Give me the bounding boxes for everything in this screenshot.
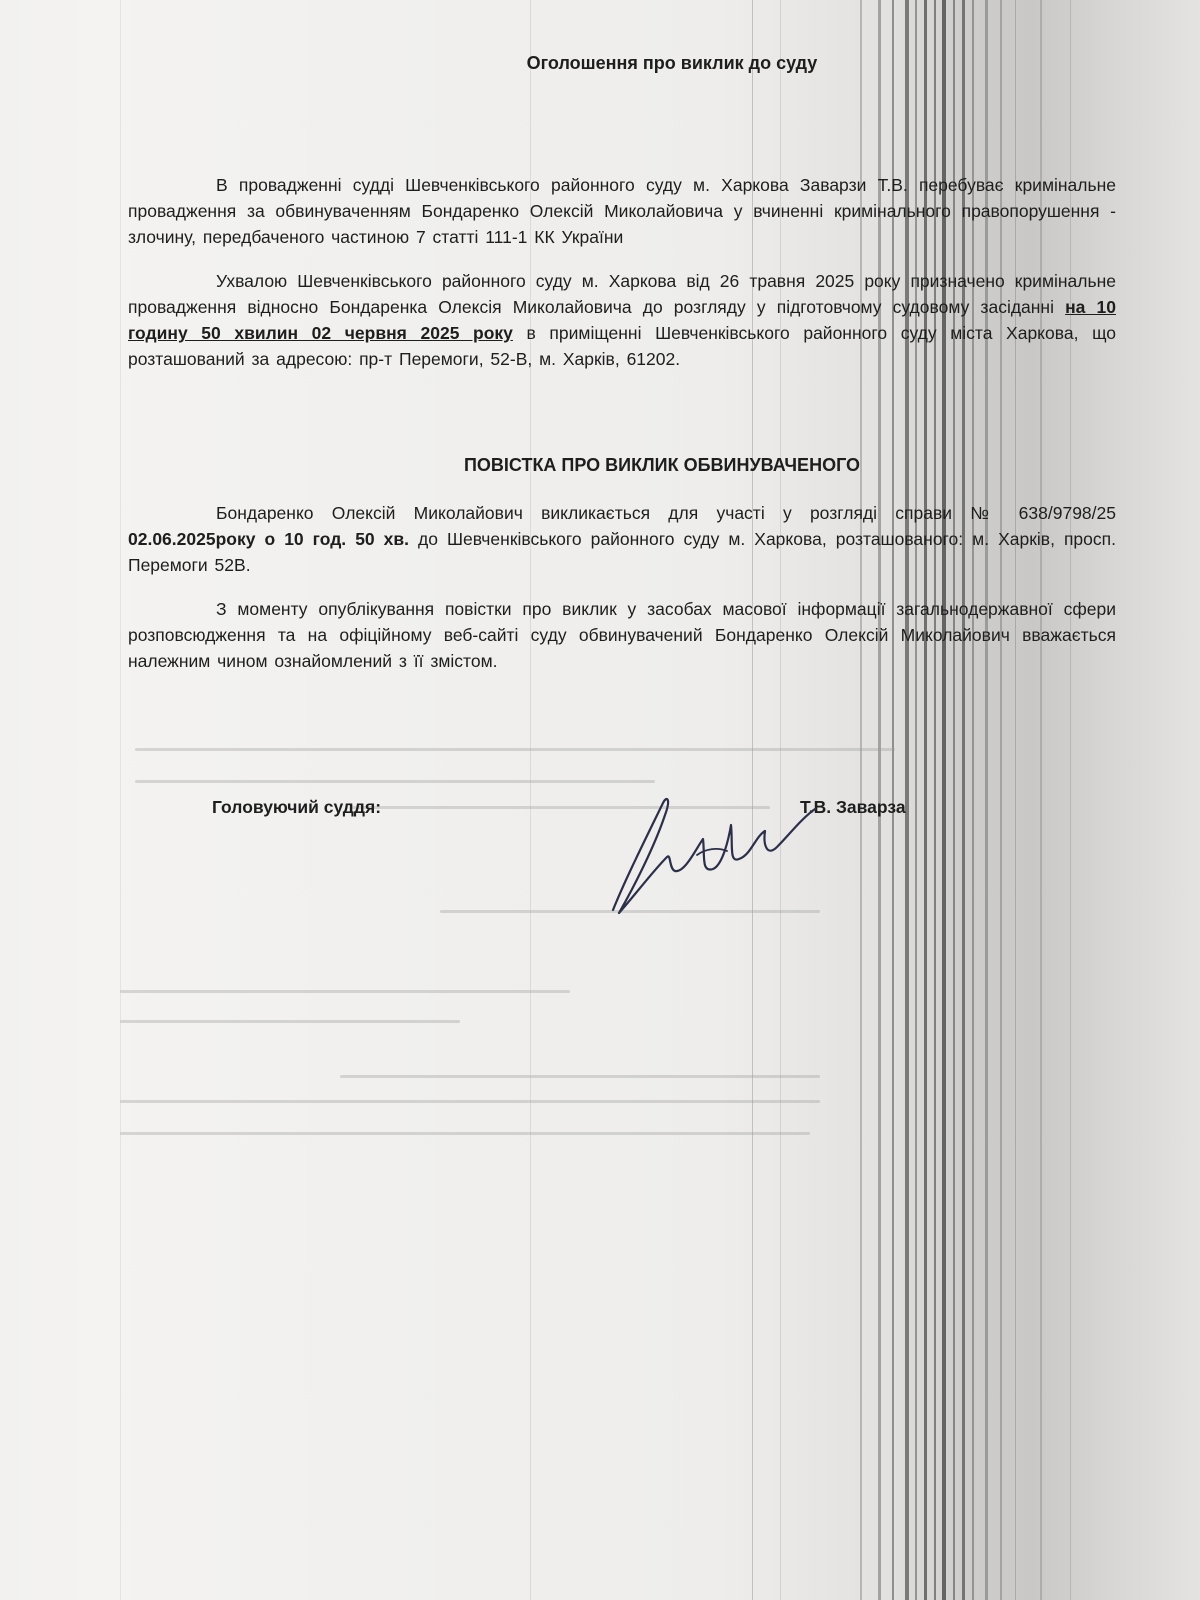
ghost-line (120, 1100, 820, 1103)
document-body (128, 40, 1116, 854)
ghost-line (120, 1132, 810, 1135)
handwritten-signature-icon (605, 785, 835, 925)
paragraph-summons (128, 500, 1116, 578)
paragraph-ruling (128, 268, 1116, 372)
presiding-judge-label: Головуючий суддя: (212, 797, 382, 817)
summons-title: ПОВІСТКА ПРО ВИКЛИК ОБВИНУВАЧЕНОГО (463, 455, 861, 475)
ruling-text-start: Ухвалою Шевченківського районного суду м. Харкова від 26 травня 2025 року призначено кримінальне провадження відносно Бондаренка Олексія Миколайовича до розгляду у підготовчому судовому засіданні (128, 271, 1116, 317)
document-title: Оголошення про виклик до суду (526, 53, 818, 73)
paragraph-proceedings: В провадженні судді Шевченківського районного суду м. Харкова Заварзи Т.В. перебуває кримінальне провадження за обвинуваченням Бондаренко Олексій Миколайовича у вчиненні кримінального правопорушення - злочину, передбаченого частиною 7 статті 111-1 КК України (128, 175, 1116, 247)
copier-streak (120, 0, 121, 1600)
ghost-line (340, 1075, 820, 1078)
judge-name: Т.В. Заварза (800, 797, 906, 817)
summons-text-end: до Шевченківського районного суду м. Харкова, розташованого: м. Харків, просп. Перемоги 52В. (128, 529, 1116, 575)
hearing-datetime: на 10 годину 50 хвилин 02 червня 2025 року (128, 297, 1116, 343)
summons-text-start: Бондаренко Олексій Миколайович викликається для участі у розгляді справи № 638/9798/25 (216, 503, 1116, 523)
summons-datetime: 02.06.2025року о 10 год. 50 хв. (128, 529, 410, 549)
ruling-text-end: в приміщенні Шевченківського районного суду міста Харкова, що розташований за адресою: пр-т Перемоги, 52-В, м. Харків, 61202. (128, 323, 1116, 369)
ghost-line (120, 1020, 460, 1023)
ghost-line (120, 990, 570, 993)
paragraph-notice: З моменту опублікування повістки про виклик у засобах масової інформації загальнодержавної сфери розповсюдження та на офіційному веб-сайті суду обвинувачений Бондаренко Олексій Миколайович вважається належним чином ознайомлений з її змістом. (128, 599, 1116, 671)
